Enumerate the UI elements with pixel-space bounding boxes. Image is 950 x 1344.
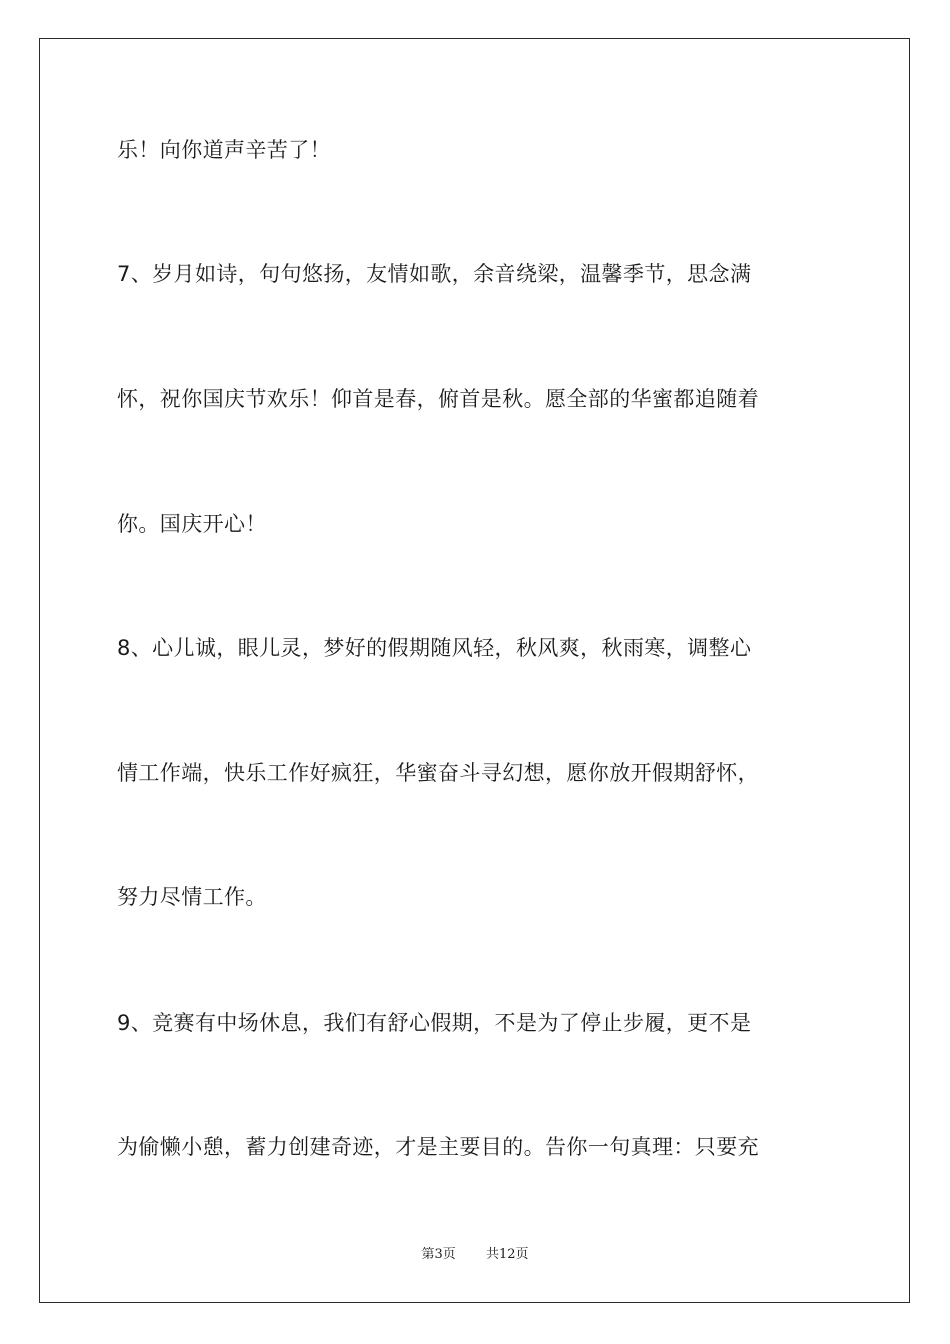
text-line-4: 你。国庆开心！ (117, 512, 267, 536)
text-line-1: 乐！向你道声辛苦了！ (117, 138, 331, 162)
text-line-5: 8、心儿诚，眼儿灵，梦好的假期随风轻，秋风爽，秋雨寒，调整心 (117, 636, 752, 660)
page-number: 第3页 (421, 1247, 456, 1262)
text-line-3: 怀，祝你国庆节欢乐！仰首是春，俯首是秋。愿全部的华蜜都追随着 (117, 387, 759, 411)
text-line-9: 为偷懒小憩，蓄力创建奇迹，才是主要目的。告你一句真理：只要充 (117, 1135, 759, 1159)
text-line-8: 9、竞赛有中场休息，我们有舒心假期，不是为了停止步履，更不是 (117, 1011, 752, 1035)
page-border (39, 38, 910, 1303)
total-pages: 共12页 (486, 1247, 529, 1262)
page-footer (0, 1246, 950, 1264)
text-line-2: 7、岁月如诗，句句悠扬，友情如歌，余音绕梁，温馨季节，思念满 (117, 262, 752, 286)
text-line-6: 情工作端，快乐工作好疯狂，华蜜奋斗寻幻想，愿你放开假期舒怀， (117, 761, 759, 785)
text-line-7: 努力尽情工作。 (117, 885, 267, 909)
